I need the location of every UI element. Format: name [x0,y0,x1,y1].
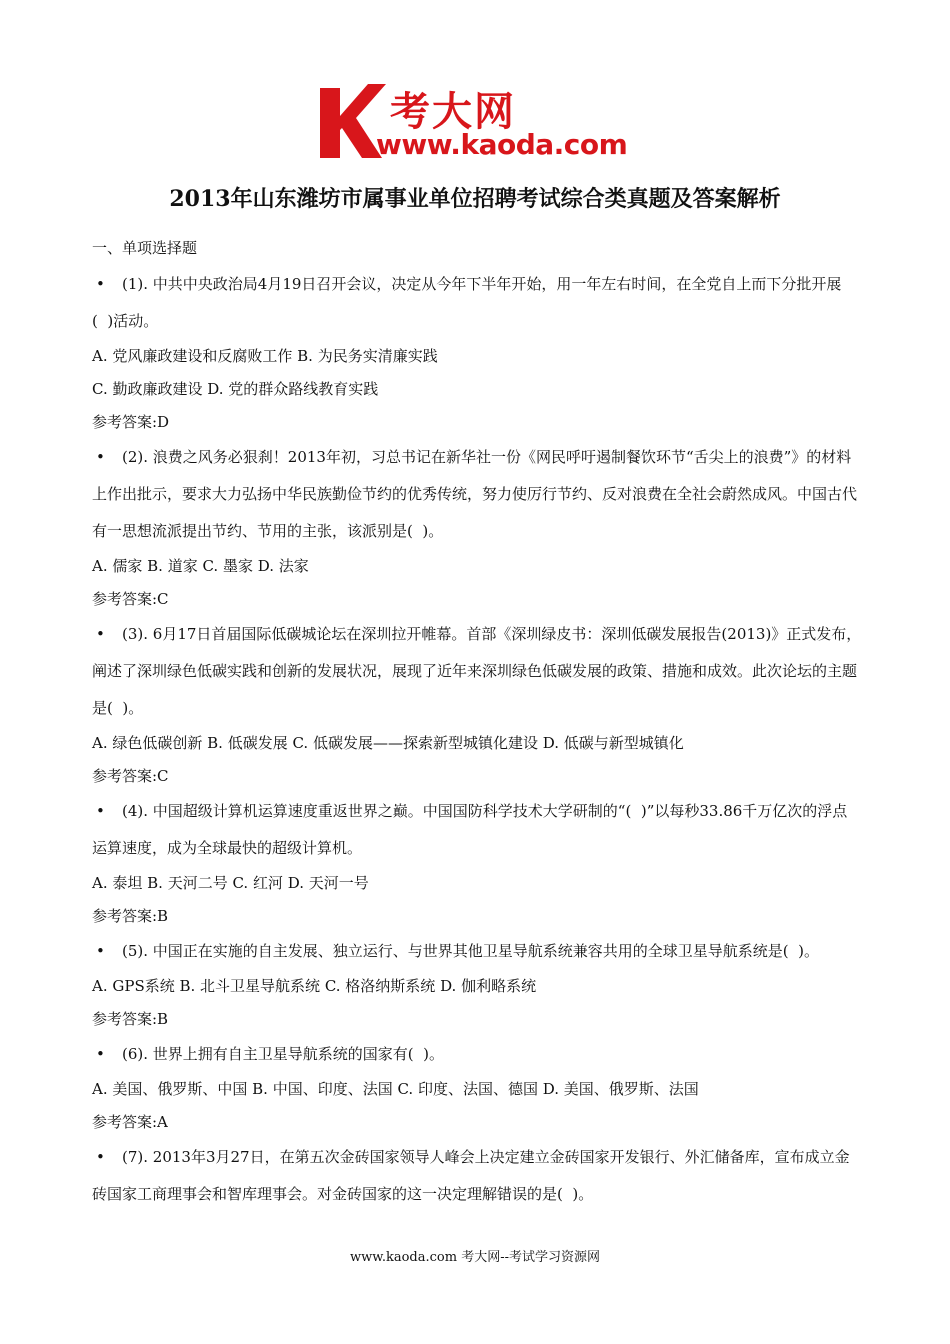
question-item [92,793,862,933]
question-options: A. 党风廉政建设和反腐败工作 B. 为民务实清廉实践 [92,347,438,365]
question-stem [92,266,862,340]
question-options: A. 儒家 B. 道家 C. 墨家 D. 法家 [92,557,309,575]
answer-line: 参考答案:D [92,413,170,431]
question-stem [92,933,862,970]
page-footer: www.kaoda.com 考大网--考试学习资源网 [350,1250,600,1265]
question-stem [92,616,862,727]
question-list [92,266,862,1213]
bullet-icon: • [96,1148,105,1166]
kaoda-logo [318,82,638,162]
question-text: (7). 2013年3月27日，在第五次金砖国家领导人峰会上决定建立金砖国家开发银行、外汇储备库，宣布成立金砖国家工商理事会和智库理事会。对金砖国家的这一决定理解错误的是( )。 [92,1148,850,1203]
question-item [92,616,862,793]
question-stem [92,793,862,867]
logo-brand-cn: 考大网 [390,89,516,135]
page-title: 2013年山东潍坊市属事业单位招聘考试综合类真题及答案解析 [169,186,781,212]
question-stem [92,439,862,550]
bullet-icon: • [96,625,105,643]
answer-line: 参考答案:C [92,767,169,785]
question-item [92,439,862,616]
question-options: A. GPS系统 B. 北斗卫星导航系统 C. 格洛纳斯系统 D. 伽利略系统 [92,977,537,995]
bullet-icon: • [96,448,105,466]
section-heading: 一、单项选择题 [92,239,198,257]
document-body [92,234,862,1213]
question-item [92,266,862,439]
question-options: C. 勤政廉政建设 D. 党的群众路线教育实践 [92,380,379,398]
answer-line: 参考答案:C [92,590,169,608]
bullet-icon: • [96,802,105,820]
question-options: A. 绿色低碳创新 B. 低碳发展 C. 低碳发展——探索新型城镇化建设 D. 低碳与新型城镇化 [92,734,684,752]
bullet-icon: • [96,942,105,960]
question-text: (6). 世界上拥有自主卫星导航系统的国家有( )。 [122,1045,445,1063]
question-text: (2). 浪费之风务必狠刹！2013年初，习总书记在新华社一份《网民呼吁遏制餐饮环节“舌尖上的浪费”》的材料上作出批示，要求大力弘扬中华民族勤俭节约的优秀传统，努力使厉行节约、反对浪费在全社会蔚然成风。中国古代有一思想流派提出节约、节用的主张，该派别是( )。 [92,448,858,540]
bullet-icon: • [96,1045,105,1063]
question-stem [92,1139,862,1213]
question-text: (5). 中国正在实施的自主发展、独立运行、与世界其他卫星导航系统兼容共用的全球卫星导航系统是( )。 [122,942,820,960]
question-options: A. 美国、俄罗斯、中国 B. 中国、印度、法国 C. 印度、法国、德国 D. 美国、俄罗斯、法国 [92,1080,699,1098]
logo-brand-url: www.kaoda.com [376,128,628,161]
question-text: (3). 6月17日首届国际低碳城论坛在深圳拉开帷幕。首部《深圳绿皮书：深圳低碳发展报告(2013)》正式发布，阐述了深圳绿色低碳实践和创新的发展状况，展现了近年来深圳绿色低碳发展的政策、措施和成效。此次论坛的主题是( )。 [92,625,862,717]
answer-line: 参考答案:B [92,907,169,925]
question-item [92,933,862,1036]
answer-line: 参考答案:A [92,1113,168,1131]
question-stem [92,1036,862,1073]
question-item [92,1139,862,1213]
question-options: A. 泰坦 B. 天河二号 C. 红河 D. 天河一号 [92,874,369,892]
question-text: (1). 中共中央政治局4月19日召开会议，决定从今年下半年开始，用一年左右时间，在全党自上而下分批开展( )活动。 [92,275,842,330]
answer-line: 参考答案:B [92,1010,169,1028]
question-item [92,1036,862,1139]
question-text: (4). 中国超级计算机运算速度重返世界之巅。中国国防科学技术大学研制的“( )”以每秒33.86千万亿次的浮点运算速度，成为全球最快的超级计算机。 [92,802,848,857]
bullet-icon: • [96,275,105,293]
